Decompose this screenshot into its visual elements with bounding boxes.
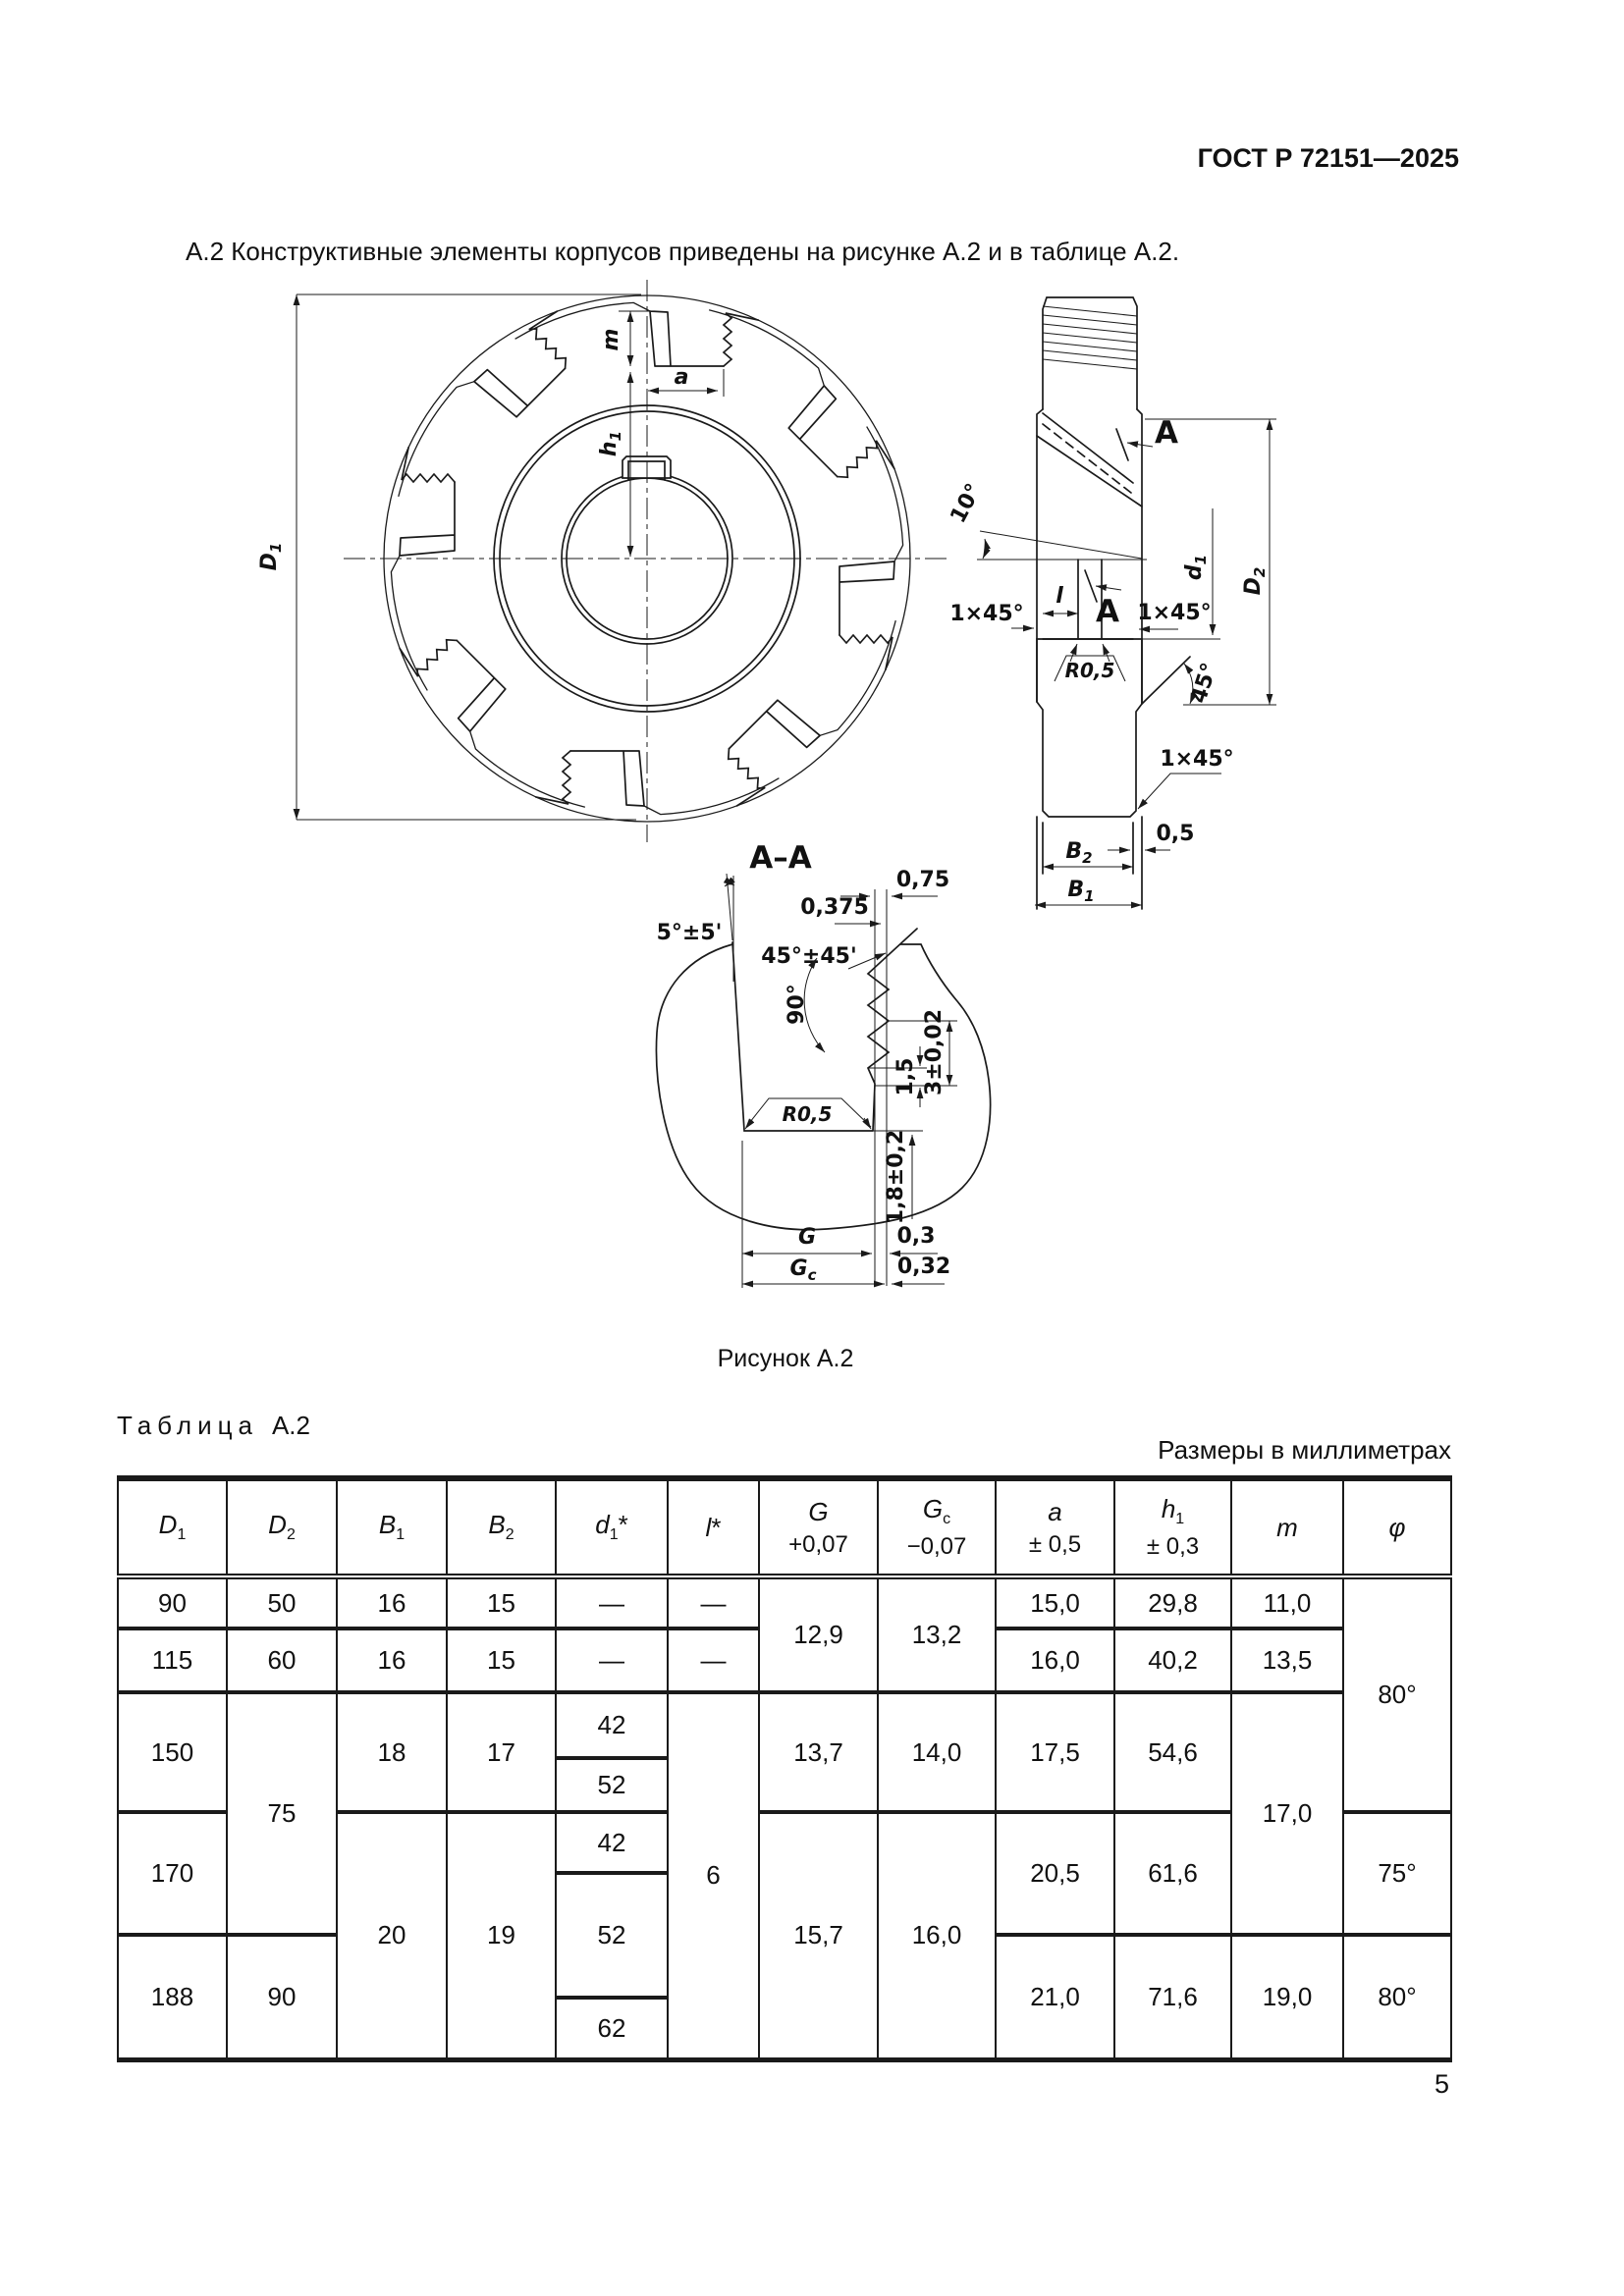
angle-label-45min: 45°±45' <box>761 944 857 969</box>
col-header-D2: $D_2$ <box>227 1478 337 1576</box>
cell: 14,0 <box>878 1692 996 1812</box>
cell: 13,7 <box>759 1692 878 1812</box>
dim-label-l: l <box>1056 584 1063 609</box>
cell: 15,0 <box>996 1576 1114 1629</box>
cell: 54,6 <box>1114 1692 1231 1812</box>
cell: 15 <box>447 1576 556 1629</box>
cell: 20 <box>337 1812 447 2059</box>
standard-code: ГОСТ Р 72151—2025 <box>1197 143 1459 173</box>
cell: — <box>556 1576 668 1629</box>
cell: 42 <box>556 1692 668 1758</box>
cell: 29,8 <box>1114 1576 1231 1629</box>
dim-label-0375: 0,375 <box>800 895 869 920</box>
cell: 13,5 <box>1231 1629 1343 1692</box>
chamfer-label-left: 1×45° <box>949 602 1024 626</box>
cell: 16,0 <box>996 1629 1114 1692</box>
cell: 60 <box>227 1629 337 1692</box>
dim-label-03: 0,3 <box>896 1224 936 1249</box>
cell: — <box>668 1576 759 1629</box>
cell: 18 <box>337 1692 447 1812</box>
dim-label-18: 1,8±0,2 <box>884 1129 908 1225</box>
dim-label-d1-small: $d_1$ <box>1182 554 1210 581</box>
col-header-Gc: $G_c$ −0,07 <box>878 1478 996 1576</box>
radius-label-side: R0,5 <box>1064 659 1115 682</box>
angle-label-90deg: 90° <box>785 984 809 1025</box>
dim-label-15: 1,5 <box>893 1057 918 1096</box>
dim-label-Gc: $G_c$ <box>789 1256 817 1284</box>
dim-label-B1: $B_1$ <box>1067 878 1095 905</box>
table-a2 <box>117 1475 1452 2062</box>
col-header-h1: $h_1$ ± 0,3 <box>1114 1478 1231 1576</box>
side-section-view <box>946 297 1276 909</box>
cell: 90 <box>118 1576 227 1629</box>
cell: 80° <box>1343 1935 1451 2059</box>
clause-a2-text: А.2 Конструктивные элементы корпусов приведены на рисунке А.2 и в таблице А.2. <box>186 237 1180 266</box>
dim-label-G: G <box>797 1225 817 1250</box>
page-number: 5 <box>1434 2069 1449 2099</box>
cell: 80° <box>1343 1576 1451 1812</box>
col-header-B1: $B_1$ <box>337 1478 447 1576</box>
table-title: Таблица А.2 <box>117 1411 310 1440</box>
cell: 17 <box>447 1692 556 1812</box>
chamfer-label-bottom: 1×45° <box>1160 747 1234 772</box>
col-header-l: l* <box>668 1478 759 1576</box>
cell: 19 <box>447 1812 556 2059</box>
cell: 17,5 <box>996 1692 1114 1812</box>
cell: 115 <box>118 1629 227 1692</box>
cell: 170 <box>118 1812 227 1935</box>
cell: 21,0 <box>996 1935 1114 2059</box>
cell: 71,6 <box>1114 1935 1231 2059</box>
cell: 13,2 <box>878 1576 996 1692</box>
table-row <box>118 1576 1451 1629</box>
table-units-note: Размеры в миллиметрах <box>1158 1435 1451 1465</box>
header-row <box>118 1478 1451 1576</box>
cell: 52 <box>556 1873 668 1998</box>
dim-label-05: 0,5 <box>1156 822 1195 846</box>
cell: 75 <box>227 1692 337 1935</box>
cell: 15 <box>447 1629 556 1692</box>
cell: 75° <box>1343 1812 1451 1935</box>
section-mark-A-bottom: А <box>1096 594 1119 629</box>
cell: 20,5 <box>996 1812 1114 1935</box>
chamfer-label-right: 1×45° <box>1137 601 1212 625</box>
cell: 12,9 <box>759 1576 878 1692</box>
cell: 150 <box>118 1692 227 1812</box>
cell: 61,6 <box>1114 1812 1231 1935</box>
cell: 188 <box>118 1935 227 2059</box>
col-header-a: a ± 0,5 <box>996 1478 1114 1576</box>
dim-label-B2: $B_2$ <box>1065 839 1093 867</box>
cell: 62 <box>556 1998 668 2059</box>
col-header-m: m <box>1231 1478 1343 1576</box>
figure-a2-drawing <box>167 273 1296 1328</box>
cell: — <box>668 1629 759 1692</box>
detail-title: А–А <box>749 840 812 876</box>
cell: — <box>556 1629 668 1692</box>
cell: 17,0 <box>1231 1692 1343 1935</box>
col-header-phi: φ <box>1343 1478 1451 1576</box>
dim-label-3: 3±0,02 <box>922 1008 947 1096</box>
section-mark-A-top: А <box>1155 415 1178 451</box>
table-row <box>118 1692 1451 1758</box>
cell: 15,7 <box>759 1812 878 2059</box>
dim-label-075: 0,75 <box>895 868 950 892</box>
cell: 16,0 <box>878 1812 996 2059</box>
angle-label-45deg: 45° <box>1186 660 1223 707</box>
dim-label-h1: $h_1$ <box>597 430 624 457</box>
cell: 19,0 <box>1231 1935 1343 2059</box>
col-header-B2: $B_2$ <box>447 1478 556 1576</box>
figure-caption: Рисунок А.2 <box>717 1345 854 1372</box>
radius-label-detail: R0,5 <box>782 1102 833 1126</box>
cell: 42 <box>556 1812 668 1873</box>
dim-label-D1: $D_1$ <box>257 542 285 571</box>
cell: 16 <box>337 1629 447 1692</box>
detail-view-aa <box>656 840 990 1288</box>
col-header-d1: $d_1*$ <box>556 1478 668 1576</box>
cell: 11,0 <box>1231 1576 1343 1629</box>
cell: 90 <box>227 1935 337 2059</box>
front-view <box>257 280 950 842</box>
dim-label-032: 0,32 <box>896 1255 951 1279</box>
dim-label-m: m <box>599 328 623 351</box>
dim-label-D2: $D_2$ <box>1241 566 1269 596</box>
col-header-D1: $D_1$ <box>118 1478 227 1576</box>
cell: 50 <box>227 1576 337 1629</box>
cell: 16 <box>337 1576 447 1629</box>
cell: 52 <box>556 1758 668 1812</box>
col-header-G: G +0,07 <box>759 1478 878 1576</box>
dim-label-a: a <box>674 365 689 390</box>
cell: 6 <box>668 1692 759 2059</box>
angle-label-10deg: 10° <box>946 479 988 528</box>
cell: 40,2 <box>1114 1629 1231 1692</box>
angle-label-5deg: 5°±5' <box>656 921 723 945</box>
